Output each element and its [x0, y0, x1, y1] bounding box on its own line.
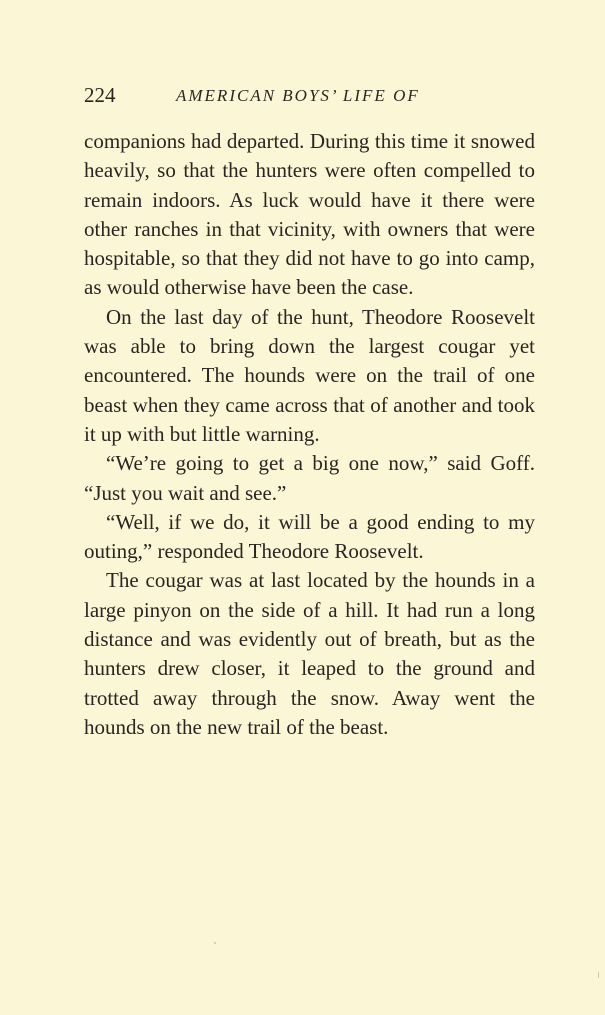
page-number: 224	[84, 83, 116, 107]
body-text	[84, 127, 535, 742]
paragraph: companions had departed. During this time it snowed heavily, so that the hunters were often compelled to remain indoors. As luck would have it there were other ranches in that vicinity, with owners that were hospitable, so that they did not have to go into camp, as would otherwise have been the case.	[84, 129, 535, 300]
paper-speck	[598, 972, 599, 978]
paragraph: “Well, if we do, it will be a good ending to my outing,” responded Theodore Roosevelt.	[84, 509, 535, 564]
paragraph: On the last day of the hunt, Theodore Roosevelt was able to bring down the largest cougar yet encountered. The hounds were on the trail of one beast when they came across that of another and took it up with but little warning.	[84, 304, 535, 446]
running-title: AMERICAN BOYS’ LIFE OF	[176, 86, 420, 105]
paragraph: “We’re going to get a big one now,” said Goff. “Just you wait and see.”	[84, 451, 535, 505]
paper-speck	[214, 942, 216, 944]
page-header	[84, 80, 536, 110]
paragraph: The cougar was at last located by the hounds in a large pinyon on the side of a hill. It had run a long distance and was evidently out of breath, but as the hunters drew closer, it leaped to the ground and trotted away through the snow. Away went the hounds on the new trail of the beast.	[84, 568, 535, 739]
